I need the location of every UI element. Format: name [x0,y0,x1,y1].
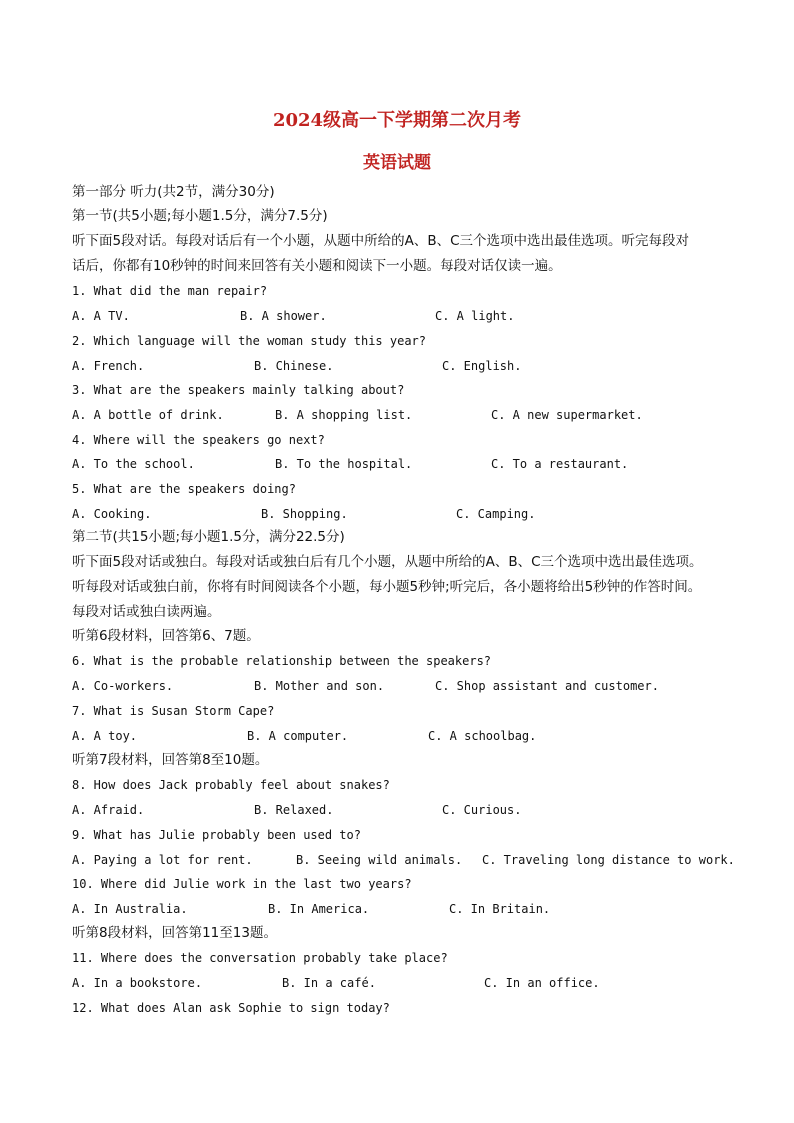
question-4-option-b: B. To the hospital. [275,457,413,471]
section2-instructions-line3: 每段对话或独白读两遍。 [72,604,221,620]
question-10-option-b: B. In America. [268,902,370,916]
question-1-option-a: A. A TV. [72,309,130,323]
question-3-option-a: A. A bottle of drink. [72,408,224,422]
question-2-option-a: A. French. [72,359,145,373]
question-5: 5. What are the speakers doing? [72,482,296,496]
question-5-option-c: C. Camping. [456,507,536,521]
question-11-option-a: A. In a bookstore. [72,976,203,990]
question-8-option-b: B. Relaxed. [254,803,334,817]
question-10-option-c: C. In Britain. [449,902,551,916]
question-6-option-c: C. Shop assistant and customer. [435,679,659,693]
section1-heading: 第一节(共5小题;每小题1.5分，满分7.5分) [72,208,328,224]
exam-title: 2024级高一下学期第二次月考 [272,110,522,131]
question-1-option-c: C. A light. [435,309,515,323]
question-3-option-b: B. A shopping list. [275,408,413,422]
section1-instructions-line2: 话后，你都有10秒钟的时间来回答有关小题和阅读下一小题。每段对话仅读一遍。 [72,258,562,274]
question-5-option-a: A. Cooking. [72,507,152,521]
question-6: 6. What is the probable relationship between the speakers? [72,654,492,668]
question-1-option-b: B. A shower. [240,309,327,323]
question-7-option-b: B. A computer. [247,729,349,743]
question-6-option-b: B. Mother and son. [254,679,385,693]
question-7-option-c: C. A schoolbag. [428,729,537,743]
question-5-option-b: B. Shopping. [261,507,348,521]
question-3-option-c: C. A new supermarket. [491,408,643,422]
question-1: 1. What did the man repair? [72,284,268,298]
material-8-heading: 听第8段材料，回答第11至13题。 [72,925,277,941]
question-11-option-b: B. In a café. [282,976,376,990]
question-3: 3. What are the speakers mainly talking about? [72,383,405,397]
question-9-option-c: C. Traveling long distance to work. [482,853,735,867]
question-9: 9. What has Julie probably been used to? [72,828,361,842]
question-4: 4. Where will the speakers go next? [72,433,325,447]
question-7: 7. What is Susan Storm Cape? [72,704,275,718]
section2-instructions-line2: 听每段对话或独白前，你将有时间阅读各个小题，每小题5秒钟;听完后，各小题将给出5秒钟的作答时间。 [72,579,702,595]
material-7-heading: 听第7段材料，回答第8至10题。 [72,752,269,768]
section1-instructions-line1: 听下面5段对话。每段对话后有一个小题，从题中所给的A、B、C三个选项中选出最佳选项。听完每段对 [72,233,690,249]
question-9-option-a: A. Paying a lot for rent. [72,853,253,867]
question-10-option-a: A. In Australia. [72,902,188,916]
question-8-option-c: C. Curious. [442,803,522,817]
question-4-option-a: A. To the school. [72,457,195,471]
question-10: 10. Where did Julie work in the last two years? [72,877,412,891]
question-8-option-a: A. Afraid. [72,803,145,817]
section2-instructions-line1: 听下面5段对话或独白。每段对话或独白后有几个小题，从题中所给的A、B、C三个选项中选出最佳选项。 [72,554,703,570]
part1-heading: 第一部分 听力(共2节，满分30分) [72,184,275,200]
question-8: 8. How does Jack probably feel about snakes? [72,778,390,792]
question-6-option-a: A. Co-workers. [72,679,174,693]
question-11: 11. Where does the conversation probably take place? [72,951,448,965]
question-11-option-c: C. In an office. [484,976,600,990]
question-12: 12. What does Alan ask Sophie to sign today? [72,1001,390,1015]
question-4-option-c: C. To a restaurant. [491,457,629,471]
question-7-option-a: A. A toy. [72,729,138,743]
question-2-option-b: B. Chinese. [254,359,334,373]
question-2: 2. Which language will the woman study this year? [72,334,427,348]
question-9-option-b: B. Seeing wild animals. [296,853,463,867]
exam-subtitle: 英语试题 [363,153,431,173]
question-2-option-c: C. English. [442,359,522,373]
section2-heading: 第二节(共15小题;每小题1.5分，满分22.5分) [72,529,345,545]
material-6-heading: 听第6段材料，回答第6、7题。 [72,628,260,644]
